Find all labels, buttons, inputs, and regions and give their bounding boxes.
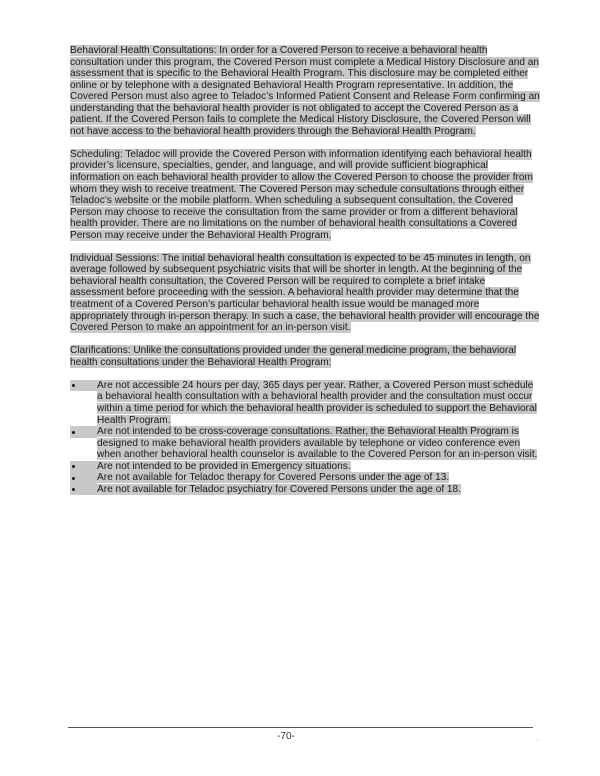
clarifications-list: [70, 380, 540, 495]
paragraph-clarifications: Clarifications: Unlike the consultations provided under the general medicine program, the behavioral health consultations under the Behavioral Health Program:: [70, 345, 517, 368]
list-item: Are not accessible 24 hours per day, 365 days per year. Rather, a Covered Person must schedule a behavioral health consultation with a behavioral health provider and the consultation must occur within a time period for which the behavioral health provider is scheduled to support the Behavioral Health Program.: [70, 380, 540, 426]
document-body: [70, 45, 540, 495]
list-item: Are not available for Teladoc therapy for Covered Persons under the age of 13.: [70, 472, 540, 484]
list-item: Are not available for Teladoc psychiatry for Covered Persons under the age of 18.: [70, 484, 540, 496]
bullet-icon: [70, 472, 97, 484]
paragraph-individual-sessions: Individual Sessions: The initial behavioral health consultation is expected to be 45 minutes in length, on average followed by subsequent psychiatric visits that will be shorter in length. At the beginning of the behavioral health consultation, the Covered Person will be required to complete a brief intake assessment before proceeding with the session. A behavioral health provider may determine that the treatment of a Covered Person’s particular behavioral health issue would be managed more appropriately through in-person therapy. In such a case, the behavioral health provider will encourage the Covered Person to make an appointment for an in-person visit.: [70, 252, 540, 334]
footer-divider: [68, 727, 533, 728]
bullet-icon: [70, 380, 97, 392]
list-item: Are not intended to be cross-coverage consultations. Rather, the Behavioral Health Program is designed to make behavioral health providers available by telephone or video conference even when another behavioral health counselor is available to the Covered Person for an in-person visit.: [70, 426, 540, 461]
page-number: -70-: [277, 731, 295, 742]
paragraph-behavioral-health-consultations: Behavioral Health Consultations: In order for a Covered Person to receive a behavioral health consultation under this program, the Covered Person must complete a Medical History Disclosure and an assessment that is specific to the Behavioral Health Program. This disclosure may be completed either online or by telephone with a designated Behavioral Health Program representative. In addition, the Covered Person must also agree to Teladoc’s Informed Patient Consent and Release Form confirming an understanding that the behavioral health provider is not obligated to accept the Covered Person as a patient. If the Covered Person fails to complete the Medical History Disclosure, the Covered Person will not have access to the behavioral health providers through the Behavioral Health Program.: [70, 45, 540, 137]
bullet-icon: [70, 461, 97, 473]
paragraph-scheduling: Scheduling: Teladoc will provide the Covered Person with information identifying each behavioral health provider’s licensure, specialties, gender, and language, and will provide sufficient biographical information on each behavioral health provider to allow the Covered Person to choose the provider from whom they wish to receive treatment. The Covered Person may schedule consultations through either Teladoc’s website or the mobile platform. When scheduling a subsequent consultation, the Covered Person may choose to receive the consultation from the same provider or from a different behavioral health provider. There are no limitations on the number of behavioral health consultations a Covered Person may receive under the Behavioral Health Program.: [70, 148, 533, 241]
footer-mark: .: [537, 734, 540, 743]
bullet-icon: [70, 484, 97, 496]
list-item: Are not intended to be provided in Emergency situations.: [70, 461, 540, 473]
bullet-icon: [70, 426, 97, 438]
